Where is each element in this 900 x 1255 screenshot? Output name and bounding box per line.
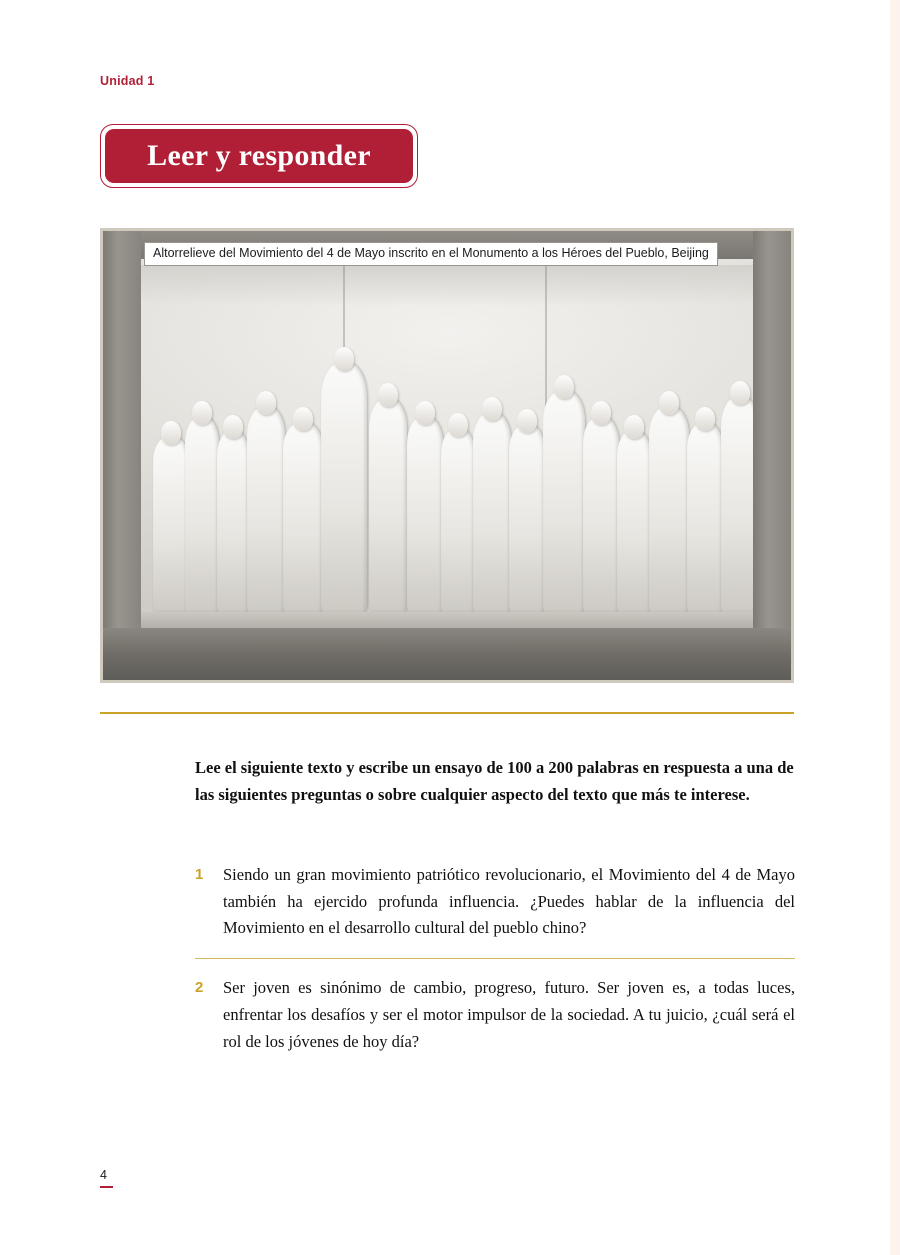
section-divider — [100, 712, 794, 714]
plaque-fill — [105, 129, 413, 183]
question-text: Siendo un gran movimiento patriótico revolucionario, el Movimiento del 4 de Mayo también ha ejercido profunda influencia. ¿Puedes hablar de la influencia del Movimiento en el desarrollo cultural del pueblo chino? — [223, 865, 795, 938]
relief-person — [283, 422, 323, 612]
relief-person — [509, 424, 545, 612]
relief-person — [687, 422, 723, 612]
relief-person — [217, 430, 249, 612]
relief-person — [721, 396, 753, 612]
monument-frame-bottom — [103, 628, 791, 680]
relief-person-head — [591, 401, 611, 425]
relief-upper-band — [141, 265, 753, 305]
question-item — [195, 862, 795, 958]
page-title: Leer y responder — [147, 139, 371, 172]
relief-person — [321, 362, 367, 612]
relief-person-head — [730, 381, 750, 405]
relief-person-head — [415, 401, 435, 425]
relief-person-head — [554, 375, 574, 399]
relief-person — [583, 416, 619, 612]
relief-person-head — [161, 421, 181, 445]
question-text: Ser joven es sinónimo de cambio, progreso, futuro. Ser joven es, a todas luces, enfrentar los desafíos y ser el motor impulsor de la sociedad. A tu juicio, ¿cuál será el rol de los jóvenes de hoy día? — [223, 978, 795, 1051]
relief-base-ledge — [141, 612, 753, 628]
question-separator — [195, 958, 795, 959]
relief-person-head — [256, 391, 276, 415]
page-number-rule — [100, 1186, 113, 1188]
relief-person-head — [293, 407, 313, 431]
relief-person — [153, 436, 189, 612]
question-item — [195, 975, 795, 1071]
question-number: 1 — [195, 866, 204, 883]
relief-person — [247, 406, 285, 612]
relief-person-head — [659, 391, 679, 415]
relief-person — [185, 416, 219, 612]
monument-frame-left — [103, 231, 141, 680]
relief-person-head — [695, 407, 715, 431]
monument-frame-right — [753, 231, 791, 680]
relief-person — [441, 428, 475, 612]
relief-figure-image — [100, 228, 794, 683]
question-list — [195, 862, 795, 1071]
unit-label: Unidad 1 — [100, 74, 155, 88]
page-edge-outer — [890, 0, 900, 1255]
figure-caption: Altorrelieve del Movimiento del 4 de Mayo inscrito en el Monumento a los Héroes del Pueblo, Beijing — [144, 242, 718, 266]
relief-person-head — [448, 413, 468, 437]
relief-person — [649, 406, 689, 612]
relief-person-head — [517, 409, 537, 433]
relief-person-head — [482, 397, 502, 421]
relief-carving-panel — [141, 259, 753, 628]
relief-person-head — [192, 401, 212, 425]
relief-person — [407, 416, 443, 612]
relief-person — [369, 398, 407, 612]
page-edge-inner — [880, 0, 890, 1255]
section-title-plaque — [100, 124, 418, 188]
relief-person — [543, 390, 585, 612]
relief-person-head — [334, 347, 354, 371]
task-prompt: Lee el siguiente texto y escribe un ensayo de 100 a 200 palabras en respuesta a una de las siguientes preguntas o sobre cualquier aspecto del texto que más te interese. — [195, 758, 794, 804]
relief-person — [473, 412, 511, 612]
relief-person-head — [223, 415, 243, 439]
relief-person-head — [624, 415, 644, 439]
page-number: 4 — [100, 1168, 107, 1182]
question-number: 2 — [195, 979, 204, 997]
relief-person — [617, 430, 651, 612]
relief-person-head — [378, 383, 398, 407]
